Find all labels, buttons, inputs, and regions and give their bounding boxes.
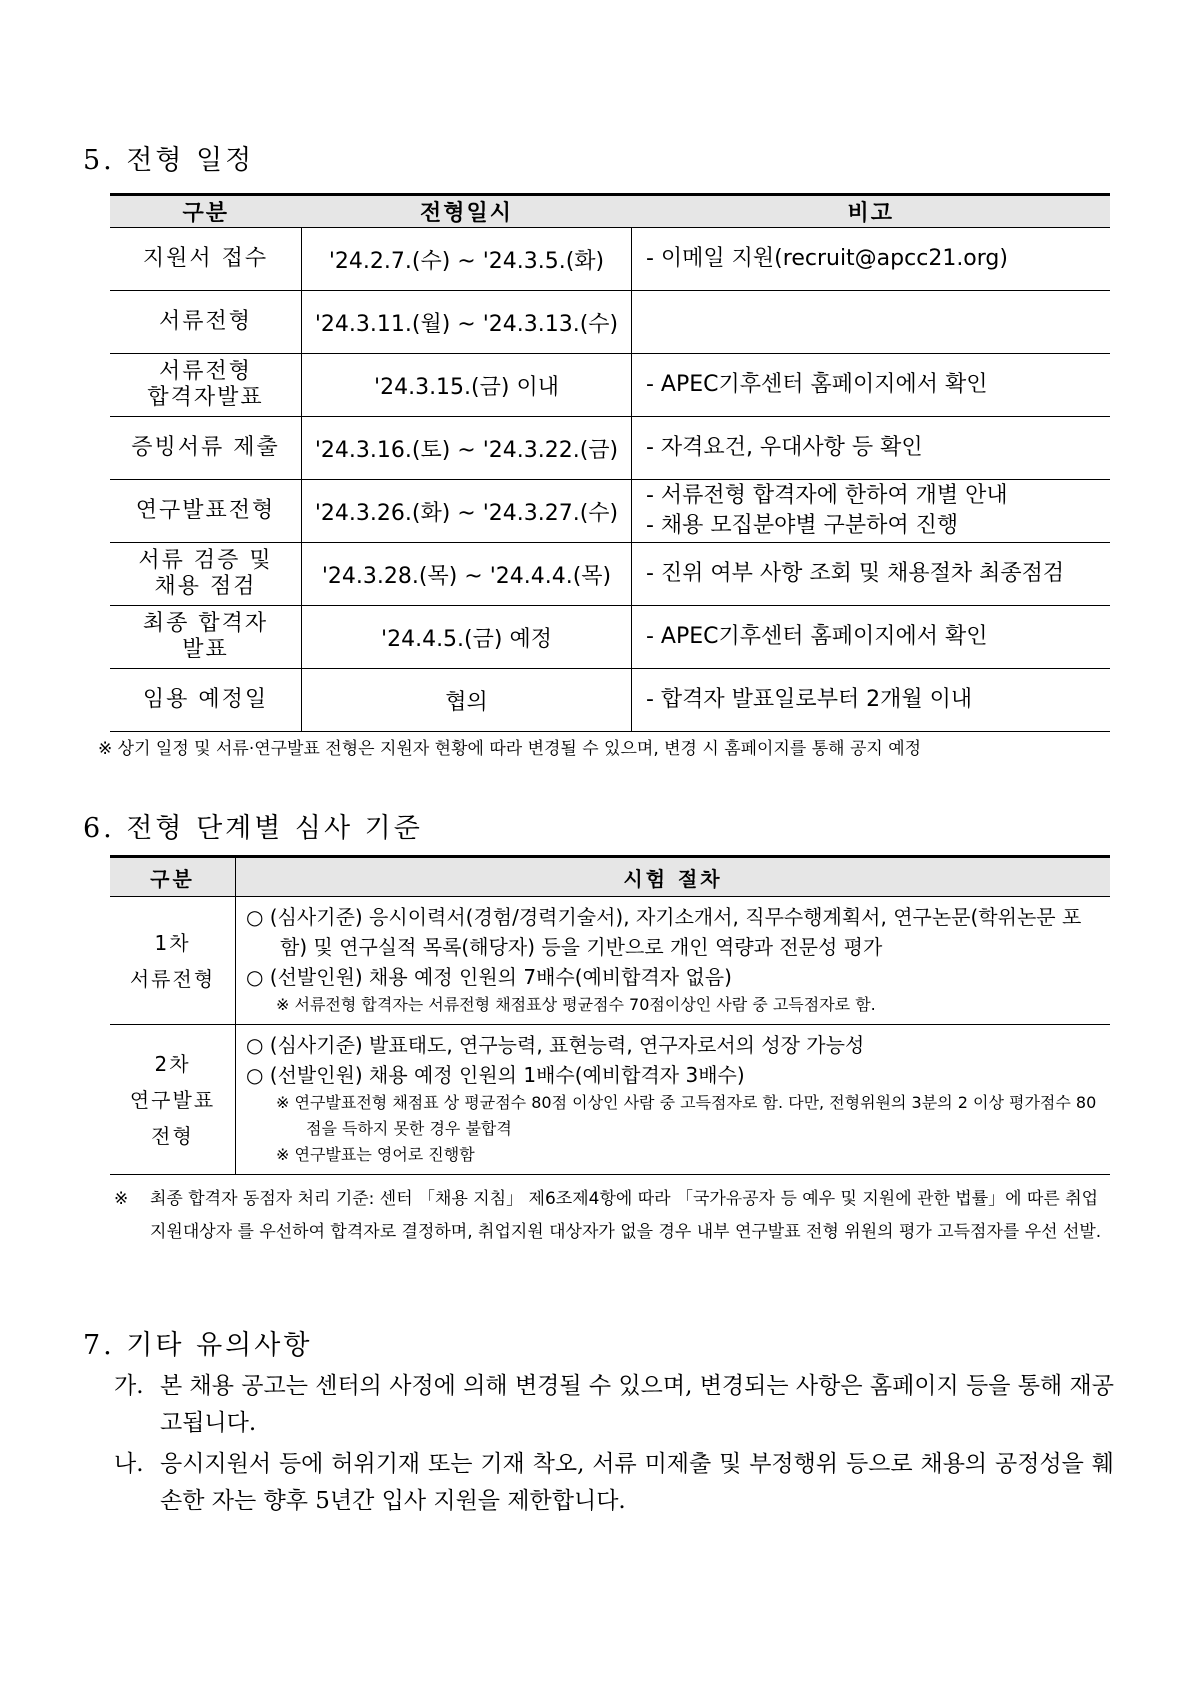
stage-cell: 서류전형 <box>110 291 302 354</box>
list-item <box>114 1368 1114 1442</box>
note-cell: - 이메일 지원(recruit@apcc21.org) <box>632 228 1111 291</box>
stage-cell: 임용 예정일 <box>110 669 302 732</box>
stage-cell: 증빙서류 제출 <box>110 417 302 480</box>
note-cell: - 합격자 발표일로부터 2개월 이내 <box>632 669 1111 732</box>
round-details <box>236 1025 1111 1175</box>
item-text: 응시지원서 등에 허위기재 또는 기재 착오, 서류 미제출 및 부정행위 등으로 채용의 공정성을 훼손한 자는 향후 5년간 입사 지원을 제한합니다. <box>160 1451 1114 1514</box>
header-procedure: 시험 절차 <box>236 857 1111 897</box>
date-cell: '24.3.26.(화) ~ '24.3.27.(수) <box>302 480 632 543</box>
table-row <box>110 606 1110 669</box>
table-row <box>110 354 1110 417</box>
note-cell: - 진위 여부 사항 조회 및 채용절차 최종점검 <box>632 543 1111 606</box>
list-item <box>114 1446 1114 1520</box>
header-round: 구분 <box>110 857 236 897</box>
table-row <box>110 1025 1110 1175</box>
note-cell: - 자격요건, 우대사항 등 확인 <box>632 417 1111 480</box>
table-row <box>110 669 1110 732</box>
round-label: 2차 연구발표 전형 <box>110 1025 236 1175</box>
stage-cell: 연구발표전형 <box>110 480 302 543</box>
selection-bullet: ○ (선발인원) 채용 예정 인원의 1배수(예비합격자 3배수) <box>246 1063 745 1087</box>
criteria-subnote: ※ 서류전형 합격자는 서류전형 채점표상 평균점수 70점이상인 사람 중 고득점자로 함. <box>276 995 876 1014</box>
date-cell: '24.3.28.(목) ~ '24.4.4.(목) <box>302 543 632 606</box>
stage-cell: 지원서 접수 <box>110 228 302 291</box>
stage-cell: 최종 합격자 발표 <box>110 606 302 669</box>
footnote-text: 최종 합격자 동점자 처리 기준: 센터 「채용 지침」 제6조제4항에 따라 「국가유공자 등 예우 및 지원에 관한 법률」에 따른 취업지원대상자 를 우선하여 합격자로 결정하며, 취업지원 대상자가 없을 경우 내부 연구발표 전형 위원의 평가 고득점자를 우선 선발. <box>150 1189 1102 1242</box>
round-label: 1차 서류전형 <box>110 897 236 1025</box>
note-cell <box>632 291 1111 354</box>
table-row <box>110 480 1110 543</box>
table-row <box>110 417 1110 480</box>
selection-bullet: ○ (선발인원) 채용 예정 인원의 7배수(예비합격자 없음) <box>246 965 732 989</box>
date-cell: '24.3.16.(토) ~ '24.3.22.(금) <box>302 417 632 480</box>
stage-cell: 서류전형 합격자발표 <box>110 354 302 417</box>
table-row <box>110 228 1110 291</box>
header-stage: 구분 <box>110 195 302 228</box>
criteria-bullet: ○ (심사기준) 응시이력서(경험/경력기술서), 자기소개서, 직무수행계획서, 연구논문(학위논문 포함) 및 연구실적 목록(해당자) 등을 기반으로 개인 역량과 전문성 평가 <box>246 905 1082 959</box>
note-cell: - 서류전형 합격자에 한하여 개별 안내 - 채용 모집분야별 구분하여 진행 <box>632 480 1111 543</box>
table-row <box>110 543 1110 606</box>
criteria-subnote: ※ 연구발표전형 채점표 상 평균점수 80점 이상인 사람 중 고득점자로 함. 다만, 전형위원의 3분의 2 이상 평가점수 80점을 득하지 못한 경우 불합격 <box>276 1093 1097 1138</box>
stage-cell: 서류 검증 및 채용 점검 <box>110 543 302 606</box>
date-cell: '24.3.15.(금) 이내 <box>302 354 632 417</box>
schedule-footnote: ※ 상기 일정 및 서류·연구발표 전형은 지원자 현황에 따라 변경될 수 있으며, 변경 시 홈페이지를 통해 공지 예정 <box>98 739 922 759</box>
schedule-table <box>110 193 1110 732</box>
note-cell: - APEC기후센터 홈페이지에서 확인 <box>632 606 1111 669</box>
date-cell: '24.4.5.(금) 예정 <box>302 606 632 669</box>
criteria-bullet: ○ (심사기준) 발표태도, 연구능력, 표현능력, 연구자로서의 성장 가능성 <box>246 1033 865 1057</box>
criteria-footnote <box>114 1183 1114 1249</box>
round-details <box>236 897 1111 1025</box>
footnote-mark: ※ <box>114 1189 129 1209</box>
item-marker: 나. <box>114 1451 144 1477</box>
criteria-table <box>110 855 1110 1175</box>
header-date: 전형일시 <box>302 195 632 228</box>
date-cell: 협의 <box>302 669 632 732</box>
section-7-title: 7. 기타 유의사항 <box>83 1330 313 1361</box>
section-6-title: 6. 전형 단계별 심사 기준 <box>83 813 423 844</box>
item-marker: 가. <box>114 1373 144 1399</box>
criteria-subnote: ※ 연구발표는 영어로 진행함 <box>276 1145 475 1164</box>
criteria-header-row <box>110 857 1110 897</box>
date-cell: '24.2.7.(수) ~ '24.3.5.(화) <box>302 228 632 291</box>
date-cell: '24.3.11.(월) ~ '24.3.13.(수) <box>302 291 632 354</box>
header-note: 비고 <box>632 195 1111 228</box>
note-cell: - APEC기후센터 홈페이지에서 확인 <box>632 354 1111 417</box>
table-row <box>110 897 1110 1025</box>
item-text: 본 채용 공고는 센터의 사정에 의해 변경될 수 있으며, 변경되는 사항은 홈페이지 등을 통해 재공고됩니다. <box>160 1373 1114 1436</box>
section-5-title: 5. 전형 일정 <box>83 145 255 176</box>
table-row <box>110 291 1110 354</box>
schedule-header-row <box>110 195 1110 228</box>
